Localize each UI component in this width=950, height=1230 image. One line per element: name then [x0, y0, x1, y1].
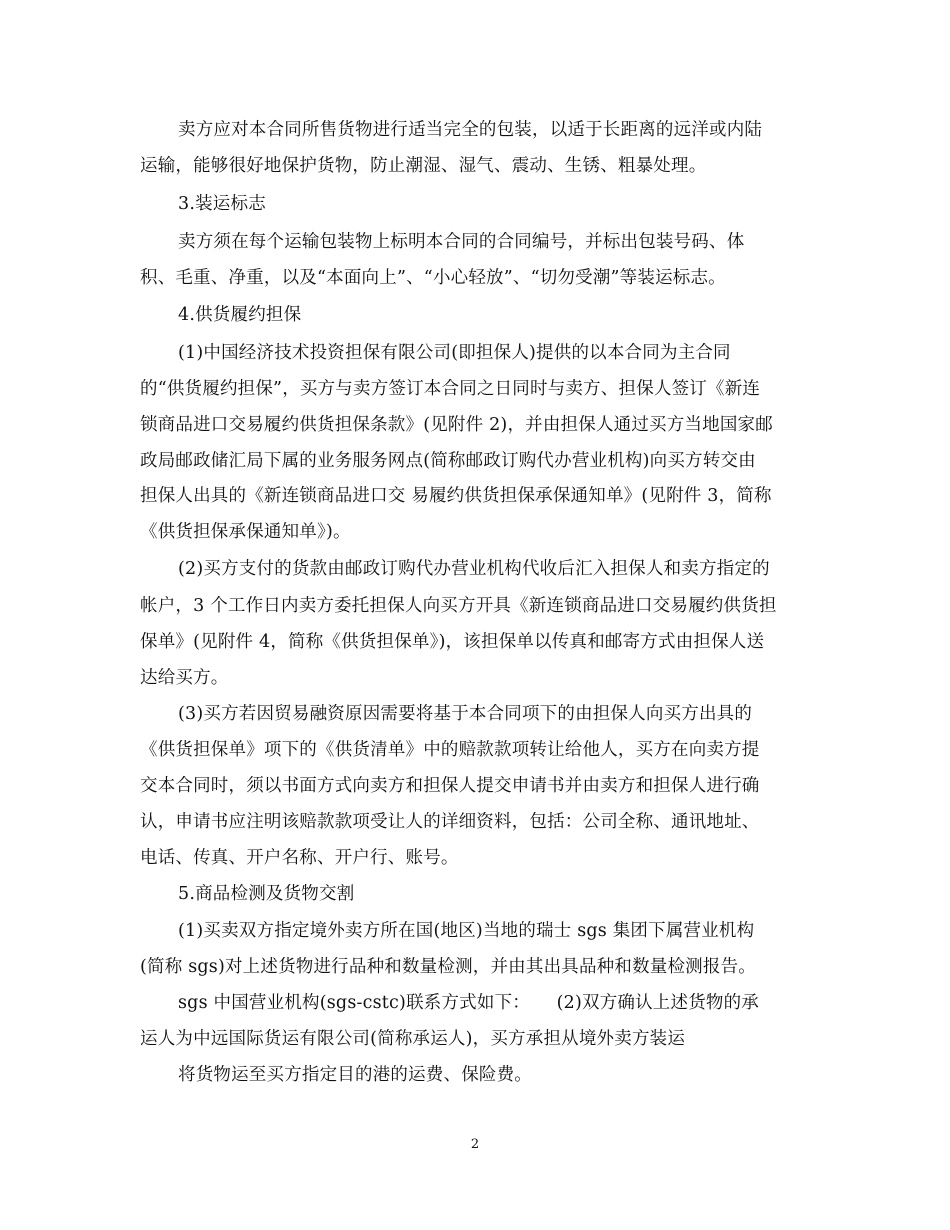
section-heading: 4.供货履约担保 — [178, 305, 302, 325]
text-line: 的“供货履约担保”，买方与卖方签订本合同之日同时与卖方、担保人签订《新连 — [140, 379, 761, 399]
text-line: 《供货担保承保通知单》)。 — [140, 522, 351, 542]
text-line: 保单》(见附件 4，简称《供货担保单》)，该担保单以传真和邮寄方式由担保人送 — [140, 632, 765, 652]
text-line: 运人为中远国际货运有限公司(简称承运人)，买方承担从境外卖方装运 — [140, 1029, 686, 1049]
text-line: 卖方应对本合同所售货物进行适当完全的包装，以适于长距离的远洋或内陆 — [178, 120, 763, 140]
text-line: 将货物运至买方指定目的港的运费、保险费。 — [178, 1065, 532, 1085]
text-line: 政局邮政储汇局下属的业务服务网点(简称邮政订购代办营业机构)向买方转交由 — [140, 451, 756, 471]
text-line: (简称 sgs)对上述货物进行品种和数量检测，并由其出具品种和数量检测报告。 — [140, 957, 756, 977]
text-line: 运输，能够很好地保护货物，防止潮湿、湿气、震动、生锈、粗暴处理。 — [140, 156, 707, 176]
text-line: 卖方须在每个运输包装物上标明本合同的合同编号，并标出包装号码、体 — [178, 232, 745, 252]
text-line: (3)买方若因贸易融资原因需要将基于本合同项下的由担保人向买方出具的 — [178, 704, 753, 724]
text-line: 担保人出具的《新连锁商品进口交 易履约供货担保承保通知单》(见附件 3，简称 — [140, 486, 772, 506]
text-line: 达给买方。 — [140, 668, 229, 688]
text-line: 帐户，3 个工作日内卖方委托担保人向买方开具《新连锁商品进口交易履约供货担 — [140, 596, 777, 616]
text-line: 认，申请书应注明该赔款款项受让人的详细资料，包括：公司全称、通讯地址、 — [140, 812, 760, 832]
text-line: 锁商品进口交易履约供货担保条款》(见附件 2)，并由担保人通过买方当地国家邮 — [140, 415, 773, 435]
section-heading: 3.装运标志 — [178, 194, 266, 214]
text-line: 《供货担保单》项下的《供货清单》中的赔款款项转让给他人，买方在向卖方提 — [140, 740, 760, 760]
page-number: 2 — [470, 1137, 480, 1152]
text-line: sgs 中国营业机构(sgs-cstc)联系方式如下： (2)双方确认上述货物的承 — [178, 993, 760, 1013]
text-line: 积、毛重、净重，以及“本面向上”、“小心轻放”、“切勿受潮”等装运标志。 — [140, 268, 726, 288]
text-line: (1)中国经济技术投资担保有限公司(即担保人)提供的以本合同为主合同 — [178, 343, 731, 363]
text-line: (1)买卖双方指定境外卖方所在国(地区)当地的瑞士 sgs 集团下属营业机构 — [178, 921, 755, 941]
text-line: 交本合同时，须以书面方式向卖方和担保人提交申请书并由卖方和担保人进行确 — [140, 776, 760, 796]
text-line: 电话、传真、开户名称、开户行、账号。 — [140, 848, 459, 868]
text-line: (2)买方支付的货款由邮政订购代办营业机构代收后汇入担保人和卖方指定的 — [178, 559, 770, 579]
section-heading: 5.商品检测及货物交割 — [178, 884, 355, 904]
